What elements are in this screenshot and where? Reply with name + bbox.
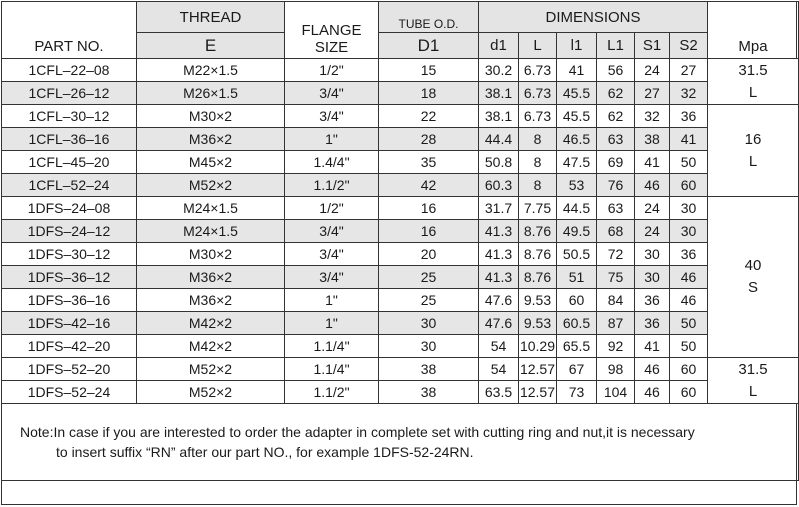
dim-L-cell: 12.57 <box>519 381 557 404</box>
dim-d1-cell: 41.3 <box>479 266 519 289</box>
dim-d1-cell: 30.2 <box>479 59 519 82</box>
header-tube-d1: D1 <box>379 33 479 59</box>
header-dim-S2: S2 <box>670 33 708 59</box>
thread-cell: M36×2 <box>137 289 285 312</box>
header-flange-label: FLANGE <box>301 22 362 39</box>
dim-S1-cell: 24 <box>635 197 670 220</box>
dim-l1-cell: 60 <box>557 289 597 312</box>
thread-cell: M45×2 <box>137 151 285 174</box>
thread-cell: M42×2 <box>137 335 285 358</box>
dim-d1-cell: 44.4 <box>479 128 519 151</box>
part-no-cell: 1CFL–45–20 <box>2 151 137 174</box>
header-dim-L: L <box>519 33 557 59</box>
dim-S2-cell: 46 <box>670 289 708 312</box>
header-size-label: SIZE <box>314 39 349 56</box>
dim-L-cell: 7.75 <box>519 197 557 220</box>
dim-S2-cell: 60 <box>670 174 708 197</box>
thread-cell: M30×2 <box>137 105 285 128</box>
dim-S2-cell: 36 <box>670 243 708 266</box>
dim-L1-cell: 84 <box>597 289 635 312</box>
flange-cell: 1" <box>285 128 379 151</box>
header-dim-l1: l1 <box>557 33 597 59</box>
flange-cell: 1.1/4" <box>285 335 379 358</box>
dim-S1-cell: 41 <box>635 335 670 358</box>
dim-l1-cell: 44.5 <box>557 197 597 220</box>
thread-cell: M30×2 <box>137 243 285 266</box>
mpa-group-cell <box>708 197 799 358</box>
dim-L1-cell: 75 <box>597 266 635 289</box>
thread-cell: M24×1.5 <box>137 197 285 220</box>
mpa-group-cell <box>708 59 799 105</box>
tube-od-cell: 42 <box>379 174 479 197</box>
dim-d1-cell: 38.1 <box>479 82 519 105</box>
dim-L-cell: 8 <box>519 128 557 151</box>
table-row <box>2 358 799 381</box>
dim-L1-cell: 98 <box>597 358 635 381</box>
tube-od-cell: 30 <box>379 312 479 335</box>
dim-L-cell: 8.76 <box>519 266 557 289</box>
table-row <box>2 335 799 358</box>
part-no-cell: 1DFS–24–12 <box>2 220 137 243</box>
dim-l1-cell: 45.5 <box>557 105 597 128</box>
dim-S2-cell: 50 <box>670 335 708 358</box>
tube-od-cell: 38 <box>379 381 479 404</box>
flange-cell: 1/2" <box>285 197 379 220</box>
table-row <box>2 243 799 266</box>
header-dimensions: DIMENSIONS <box>479 2 708 33</box>
dim-S2-cell: 60 <box>670 358 708 381</box>
dim-L-cell: 8.76 <box>519 243 557 266</box>
flange-cell: 1" <box>285 289 379 312</box>
mpa-series: S <box>748 279 759 296</box>
note-line-1: Note:In case if you are interested to order the adapter in complete set with cutting ring and nut,it is necessary <box>20 424 695 440</box>
dim-S1-cell: 36 <box>635 312 670 335</box>
dim-S2-cell: 27 <box>670 59 708 82</box>
dim-L1-cell: 63 <box>597 128 635 151</box>
dim-S2-cell: 50 <box>670 151 708 174</box>
dim-l1-cell: 47.5 <box>557 151 597 174</box>
dim-l1-cell: 51 <box>557 266 597 289</box>
flange-cell: 1.1/2" <box>285 174 379 197</box>
dim-S1-cell: 27 <box>635 82 670 105</box>
mpa-value: 31.5 <box>738 360 768 378</box>
dim-S2-cell: 50 <box>670 312 708 335</box>
header-dim-S1: S1 <box>635 33 670 59</box>
header-flange-size <box>285 2 379 59</box>
table-row <box>2 289 799 312</box>
table-row <box>2 128 799 151</box>
dim-l1-cell: 49.5 <box>557 220 597 243</box>
dim-L1-cell: 69 <box>597 151 635 174</box>
dim-L-cell: 6.73 <box>519 105 557 128</box>
tube-od-cell: 18 <box>379 82 479 105</box>
dim-S2-cell: 36 <box>670 105 708 128</box>
tube-od-cell: 15 <box>379 59 479 82</box>
dim-d1-cell: 41.3 <box>479 243 519 266</box>
dim-L-cell: 8 <box>519 151 557 174</box>
dim-S2-cell: 30 <box>670 220 708 243</box>
note-line-2: to insert suffix “RN” after our part NO., for example 1DFS-52-24RN. <box>56 444 474 460</box>
flange-cell: 3/4" <box>285 266 379 289</box>
table-row <box>2 105 799 128</box>
tube-od-cell: 25 <box>379 289 479 312</box>
dim-L-cell: 6.73 <box>519 82 557 105</box>
tube-od-cell: 25 <box>379 266 479 289</box>
dim-S1-cell: 30 <box>635 243 670 266</box>
dim-L1-cell: 76 <box>597 174 635 197</box>
table-row <box>2 312 799 335</box>
flange-cell: 3/4" <box>285 82 379 105</box>
dim-S1-cell: 32 <box>635 105 670 128</box>
table-row <box>2 266 799 289</box>
dim-S1-cell: 46 <box>635 358 670 381</box>
dim-S2-cell: 41 <box>670 128 708 151</box>
dim-l1-cell: 46.5 <box>557 128 597 151</box>
dim-L1-cell: 62 <box>597 105 635 128</box>
mpa-value: 31.5 <box>738 61 768 79</box>
tube-od-cell: 35 <box>379 151 479 174</box>
dim-S1-cell: 24 <box>635 59 670 82</box>
dim-L1-cell: 56 <box>597 59 635 82</box>
thread-cell: M24×1.5 <box>137 220 285 243</box>
dim-l1-cell: 53 <box>557 174 597 197</box>
dim-L1-cell: 104 <box>597 381 635 404</box>
dim-S1-cell: 46 <box>635 174 670 197</box>
header-dim-L1: L1 <box>597 33 635 59</box>
thread-cell: M52×2 <box>137 358 285 381</box>
dim-L1-cell: 87 <box>597 312 635 335</box>
flange-cell: 1.1/2" <box>285 381 379 404</box>
dim-S1-cell: 24 <box>635 220 670 243</box>
header-thread: THREAD <box>137 2 285 33</box>
dim-L1-cell: 62 <box>597 82 635 105</box>
part-no-cell: 1CFL–30–12 <box>2 105 137 128</box>
header-thread-e: E <box>137 33 285 59</box>
dim-L-cell: 9.53 <box>519 289 557 312</box>
mpa-group-cell <box>708 358 799 404</box>
part-no-cell: 1DFS–42–20 <box>2 335 137 358</box>
thread-cell: M26×1.5 <box>137 82 285 105</box>
mpa-series: L <box>748 83 758 101</box>
part-no-cell: 1DFS–52–20 <box>2 358 137 381</box>
table-body <box>2 59 799 404</box>
dim-d1-cell: 54 <box>479 358 519 381</box>
dim-d1-cell: 31.7 <box>479 197 519 220</box>
part-no-cell: 1DFS–36–12 <box>2 266 137 289</box>
thread-cell: M52×2 <box>137 174 285 197</box>
table-row <box>2 197 799 220</box>
table-row <box>2 220 799 243</box>
table-row <box>2 381 799 404</box>
part-no-cell: 1DFS–42–16 <box>2 312 137 335</box>
dim-l1-cell: 45.5 <box>557 82 597 105</box>
part-no-cell: 1DFS–36–16 <box>2 289 137 312</box>
dim-L1-cell: 92 <box>597 335 635 358</box>
thread-cell: M22×1.5 <box>137 59 285 82</box>
mpa-series: L <box>748 382 758 400</box>
dim-S2-cell: 46 <box>670 266 708 289</box>
dim-d1-cell: 54 <box>479 335 519 358</box>
dim-S1-cell: 36 <box>635 289 670 312</box>
dim-d1-cell: 38.1 <box>479 105 519 128</box>
tube-od-cell: 20 <box>379 243 479 266</box>
tube-od-cell: 22 <box>379 105 479 128</box>
dim-l1-cell: 41 <box>557 59 597 82</box>
part-no-cell: 1DFS–52–24 <box>2 381 137 404</box>
mpa-value: 16 <box>744 130 762 148</box>
part-no-cell: 1CFL–26–12 <box>2 82 137 105</box>
part-no-cell: 1DFS–24–08 <box>2 197 137 220</box>
note <box>2 404 799 481</box>
header-part-no: PART NO. <box>2 2 137 59</box>
dim-S2-cell: 30 <box>670 197 708 220</box>
dim-L1-cell: 63 <box>597 197 635 220</box>
dim-S2-cell: 60 <box>670 381 708 404</box>
tube-od-cell: 30 <box>379 335 479 358</box>
dim-l1-cell: 50.5 <box>557 243 597 266</box>
dim-S1-cell: 46 <box>635 381 670 404</box>
dim-L-cell: 8.76 <box>519 220 557 243</box>
mpa-group-cell <box>708 105 799 197</box>
dim-L-cell: 12.57 <box>519 358 557 381</box>
dim-L-cell: 8 <box>519 174 557 197</box>
dim-d1-cell: 63.5 <box>479 381 519 404</box>
flange-cell: 1.1/4" <box>285 358 379 381</box>
dim-l1-cell: 73 <box>557 381 597 404</box>
dim-d1-cell: 47.6 <box>479 312 519 335</box>
table-row <box>2 174 799 197</box>
header-tube-od: TUBE O.D. <box>379 2 479 33</box>
tube-od-cell: 16 <box>379 197 479 220</box>
dim-d1-cell: 47.6 <box>479 289 519 312</box>
dim-S1-cell: 30 <box>635 266 670 289</box>
dim-d1-cell: 60.3 <box>479 174 519 197</box>
tube-od-cell: 38 <box>379 358 479 381</box>
dim-S1-cell: 38 <box>635 128 670 151</box>
dim-l1-cell: 67 <box>557 358 597 381</box>
dim-d1-cell: 41.3 <box>479 220 519 243</box>
mpa-series: L <box>748 152 758 170</box>
dim-d1-cell: 50.8 <box>479 151 519 174</box>
thread-cell: M36×2 <box>137 266 285 289</box>
dim-L-cell: 9.53 <box>519 312 557 335</box>
table-row <box>2 59 799 82</box>
flange-cell: 3/4" <box>285 243 379 266</box>
flange-cell: 3/4" <box>285 105 379 128</box>
dim-l1-cell: 60.5 <box>557 312 597 335</box>
dim-L-cell: 10.29 <box>519 335 557 358</box>
dim-L1-cell: 72 <box>597 243 635 266</box>
flange-cell: 3/4" <box>285 220 379 243</box>
dim-L-cell: 6.73 <box>519 59 557 82</box>
part-no-cell: 1CFL–52–24 <box>2 174 137 197</box>
tube-od-cell: 28 <box>379 128 479 151</box>
flange-cell: 1/2" <box>285 59 379 82</box>
thread-cell: M52×2 <box>137 381 285 404</box>
header-dim-d1: d1 <box>479 33 519 59</box>
dim-S1-cell: 41 <box>635 151 670 174</box>
part-no-cell: 1DFS–30–12 <box>2 243 137 266</box>
thread-cell: M42×2 <box>137 312 285 335</box>
dim-S2-cell: 32 <box>670 82 708 105</box>
dim-L1-cell: 68 <box>597 220 635 243</box>
table-row <box>2 151 799 174</box>
tube-od-cell: 16 <box>379 220 479 243</box>
spec-table <box>1 1 799 481</box>
flange-cell: 1" <box>285 312 379 335</box>
part-no-cell: 1CFL–22–08 <box>2 59 137 82</box>
dim-l1-cell: 65.5 <box>557 335 597 358</box>
mpa-value: 40 <box>744 257 762 274</box>
thread-cell: M36×2 <box>137 128 285 151</box>
table-row <box>2 82 799 105</box>
part-no-cell: 1CFL–36–16 <box>2 128 137 151</box>
header-mpa: Mpa <box>708 2 799 59</box>
flange-cell: 1.4/4" <box>285 151 379 174</box>
